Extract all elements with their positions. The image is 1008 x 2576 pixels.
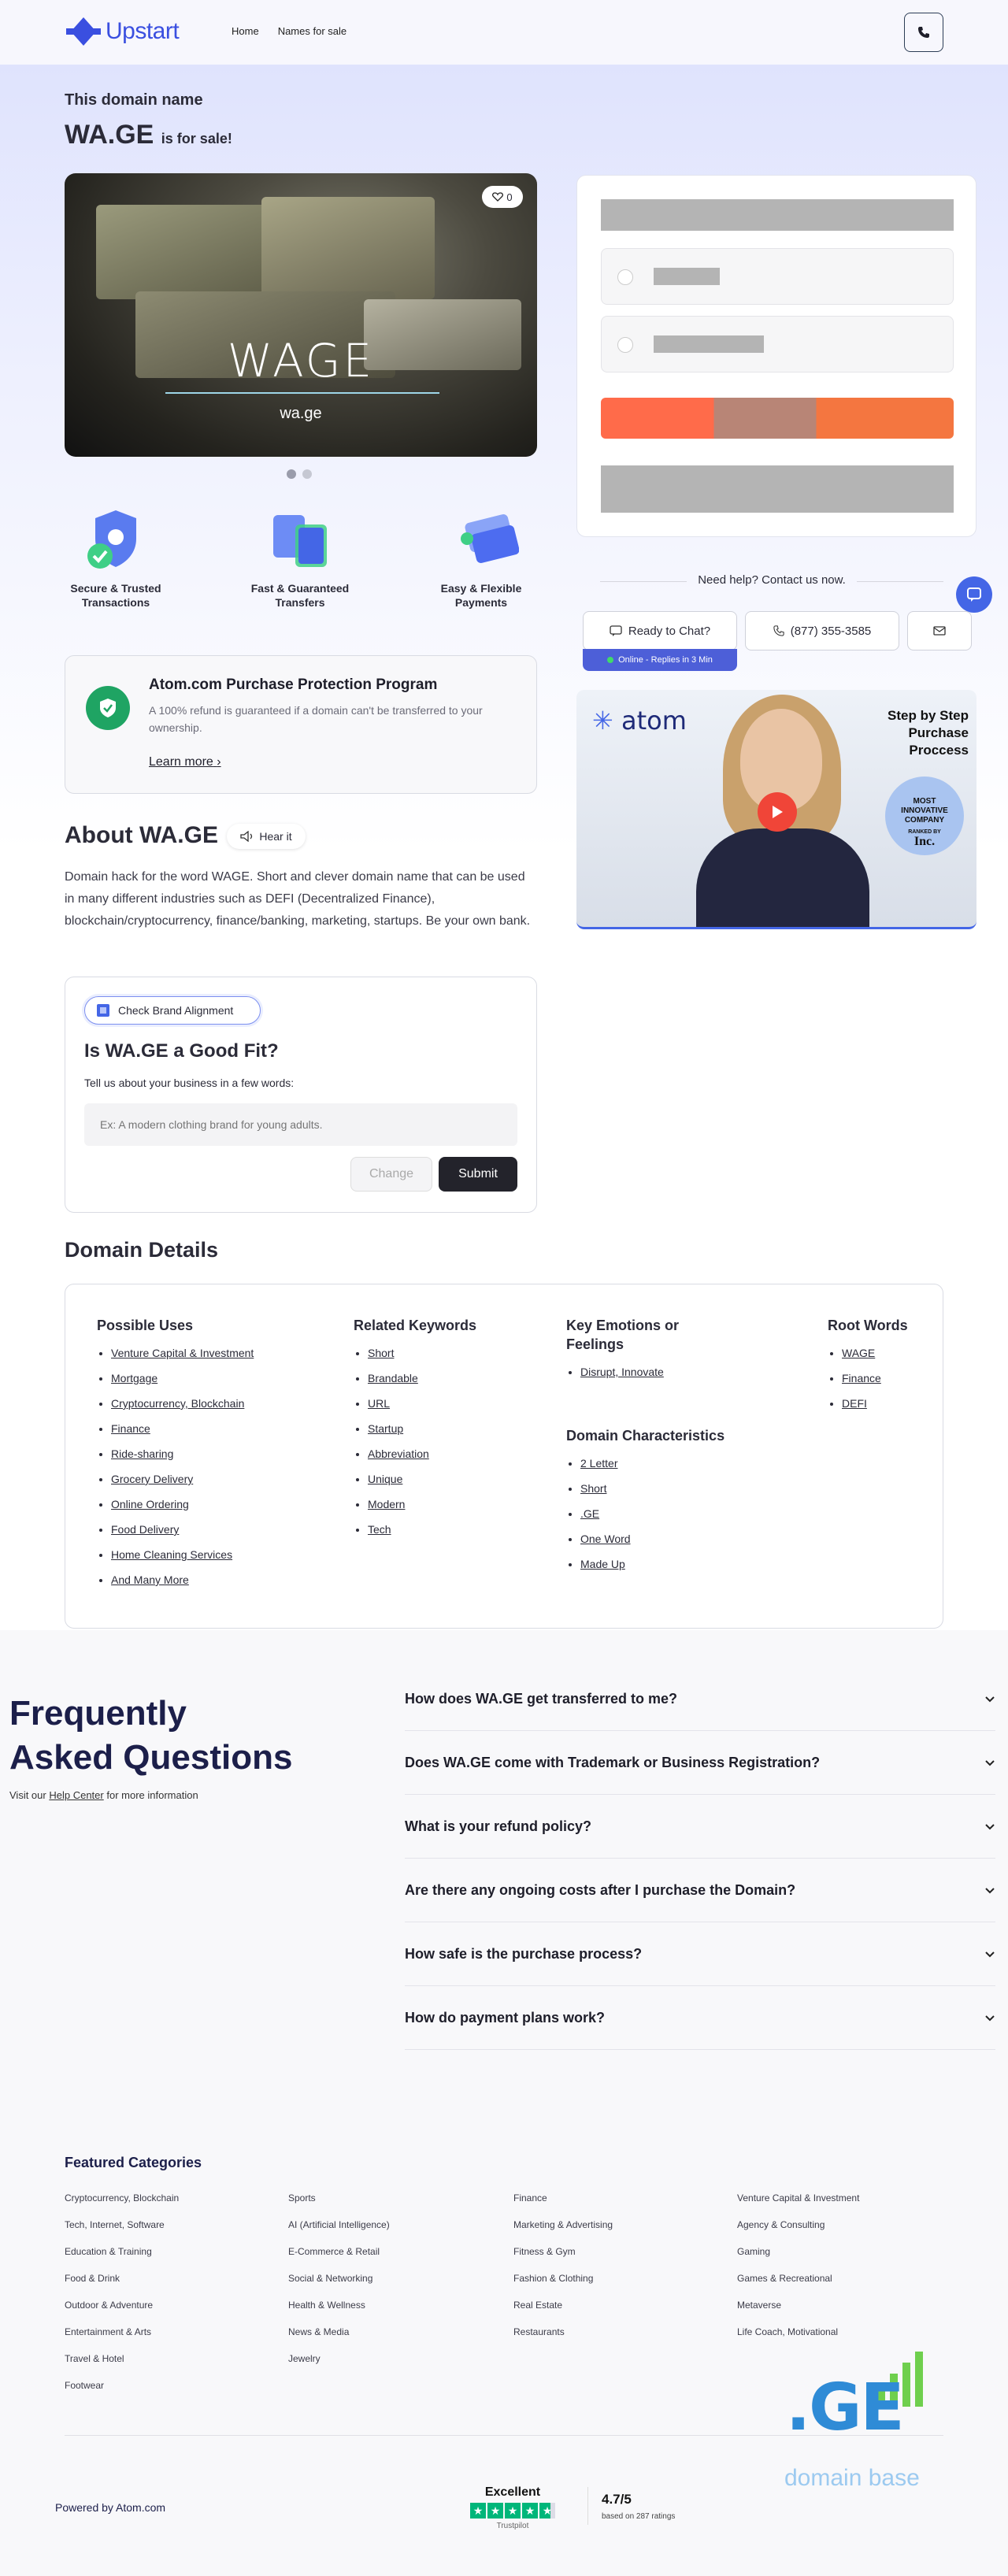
use-link[interactable]: Food Delivery [111,1523,180,1536]
image-divider [165,392,439,394]
money-stack [96,205,277,299]
use-link[interactable]: Mortgage [111,1372,158,1384]
faq-item[interactable] [405,1732,995,1795]
root-word-link[interactable]: Finance [842,1372,881,1384]
radio-button[interactable] [617,269,633,285]
category-link[interactable]: Marketing & Advertising [513,2219,613,2230]
check-brand-alignment-button[interactable] [84,996,261,1025]
faq-question: What is your refund policy? [405,1818,592,1834]
domain-details-card [65,1284,943,1629]
change-button[interactable]: Change [350,1157,432,1192]
faq-question: How do payment plans work? [405,2010,606,2026]
email-button[interactable] [907,611,972,650]
keyword-link[interactable]: URL [368,1397,391,1410]
brand-alignment-label: Check Brand Alignment [118,1004,234,1017]
feature-label: Secure & Trusted Transactions [70,582,161,609]
chat-label: Ready to Chat? [628,624,711,638]
chevron-down-icon [984,1946,995,1963]
list-item[interactable] [368,1346,543,1360]
phone-number-button[interactable] [745,611,899,650]
list-item[interactable] [111,1346,325,1360]
site-header [0,0,1008,65]
atom-logo [592,706,687,736]
star-icon: ★ [487,2503,503,2519]
trustpilot-widget[interactable] [469,2485,556,2530]
heart-icon [492,192,503,202]
category-link[interactable]: Social & Networking [288,2273,373,2284]
transfer-icon [262,507,338,575]
category-link[interactable]: Agency & Consulting [737,2219,825,2230]
submit-button[interactable]: Submit [439,1157,517,1192]
featured-categories-title: Featured Categories [65,2155,202,2170]
star-icon: ★ [505,2503,521,2519]
category-link[interactable]: Real Estate [513,2300,563,2311]
category-link[interactable]: Restaurants [513,2326,565,2337]
use-link[interactable]: Home Cleaning Services [111,1548,233,1561]
list-item[interactable] [368,1522,543,1536]
category-link[interactable]: Finance [513,2192,547,2203]
play-icon [770,804,784,820]
category-link[interactable]: Jewelry [288,2353,321,2364]
main-nav [232,25,346,37]
option-placeholder [654,268,720,285]
carousel-dots [287,469,312,479]
radio-button[interactable] [617,337,633,353]
purchase-card-skeleton [576,175,976,537]
rating-summary [602,2492,675,2521]
list-item[interactable] [580,1365,724,1379]
ge-logo-text: .GE [786,2370,903,2445]
possible-uses [97,1316,325,1598]
chevron-down-icon [984,1755,995,1771]
brand-alignment-icon [96,1003,110,1017]
phone-icon [773,625,784,636]
related-keywords-title: Related Keywords [354,1318,477,1333]
carousel-dot[interactable] [287,469,296,479]
list-item[interactable] [580,1507,771,1521]
purchase-video[interactable] [576,690,976,929]
use-link[interactable]: Cryptocurrency, Blockchain [111,1397,245,1410]
phone-number: (877) 355-3585 [790,624,872,638]
online-text: Online - Replies in 3 Min [618,655,713,665]
powered-by[interactable]: Powered by Atom.com [55,2501,166,2514]
protection-title: Atom.com Purchase Protection Program [149,676,438,693]
category-link[interactable]: Tech, Internet, Software [65,2219,165,2230]
category-link[interactable]: Sports [288,2192,316,2203]
trustpilot-name: Trustpilot [496,2522,529,2530]
list-item[interactable] [842,1346,930,1360]
domain-characteristics [566,1426,771,1582]
list-item[interactable] [368,1472,543,1486]
feature-label: Easy & Flexible Payments [440,582,522,609]
characteristic-link[interactable]: Short [580,1482,607,1495]
category-link[interactable]: Cryptocurrency, Blockchain [65,2192,180,2203]
faq-item[interactable] [405,1859,995,1922]
related-keywords-list [354,1346,543,1536]
online-dot [607,657,613,663]
category-link[interactable]: Games & Recreational [737,2273,832,2284]
business-description-input[interactable] [84,1103,517,1146]
use-link[interactable]: Grocery Delivery [111,1473,194,1485]
root-word-link[interactable]: WAGE [842,1347,876,1359]
list-item[interactable] [368,1447,543,1461]
faq-item[interactable] [405,1987,995,2050]
list-item[interactable] [580,1557,771,1571]
brand-fit-card [65,977,537,1213]
image-word: WAGE [227,334,375,387]
chat-icon [610,625,622,636]
badge-line: COMPANY [904,816,945,825]
characteristic-link[interactable]: One Word [580,1533,631,1545]
inc-award-badge [885,777,964,855]
root-words [828,1316,930,1421]
faq-question: How does WA.GE get transferred to me? [405,1691,678,1707]
category-link[interactable]: Travel & Hotel [65,2353,124,2364]
keyword-link[interactable]: Unique [368,1473,403,1485]
keyword-link[interactable]: Modern [368,1498,406,1510]
carousel-dot[interactable] [302,469,312,479]
root-words-title: Root Words [828,1318,908,1333]
upstart-logo[interactable] [66,16,179,47]
credit-card-icon [443,507,519,575]
category-link[interactable]: Gaming [737,2246,771,2257]
chevron-down-icon [984,1882,995,1899]
related-keywords [354,1316,543,1547]
rating-value: 4.7/5 [602,2492,632,2507]
characteristic-link[interactable]: Made Up [580,1558,625,1570]
nav-names-for-sale[interactable]: Names for sale [277,25,347,37]
shield-icon [86,686,130,730]
list-item[interactable] [111,1573,325,1587]
hero-eyebrow: This domain name [65,91,203,109]
purchase-option[interactable] [601,316,954,373]
chat-icon [966,587,982,602]
price-placeholder [601,199,954,231]
category-link[interactable]: Entertainment & Arts [65,2326,152,2337]
chevron-down-icon [984,1691,995,1707]
keyword-link[interactable]: Brandable [368,1372,418,1384]
for-sale-text: is for sale! [161,131,232,146]
list-item[interactable] [580,1456,771,1470]
about-title: About WA.GE [65,822,218,848]
chevron-right-icon: › [217,755,221,769]
category-link[interactable]: Outdoor & Adventure [65,2300,154,2311]
like-count: 0 [506,191,513,203]
list-item[interactable] [111,1472,325,1486]
keyword-link[interactable]: Startup [368,1422,404,1435]
category-link[interactable]: Food & Drink [65,2273,120,2284]
characteristic-link[interactable]: .GE [580,1507,600,1520]
category-link[interactable]: Fitness & Gym [513,2246,576,2257]
category-link[interactable]: Life Coach, Motivational [737,2326,839,2337]
online-status [583,649,737,671]
key-emotions [566,1316,724,1390]
about-text: Domain hack for the word WAGE. Short and clever domain name that can be used in many different industries such as DEFI (Decentralized Finance), blockchain/cryptocurrency, finance/banking, marketing, startups. Be your own bank. [65,870,531,928]
fit-title: Is WA.GE a Good Fit? [84,1040,279,1062]
faq-item[interactable] [405,1796,995,1859]
domain-characteristics-list [566,1456,771,1571]
badge-line: MOST [913,797,936,806]
category-link[interactable]: Fashion & Clothing [513,2273,594,2284]
use-link[interactable]: Online Ordering [111,1498,189,1510]
list-item[interactable] [368,1421,543,1436]
trustpilot-label: Excellent [484,2485,541,2499]
money-stack [261,197,435,299]
faq-item[interactable] [405,1668,995,1731]
list-item[interactable] [111,1371,325,1385]
category-link[interactable]: Health & Wellness [288,2300,365,2311]
list-item[interactable] [368,1497,543,1511]
list-item[interactable] [368,1396,543,1410]
list-item[interactable] [368,1371,543,1385]
shield-check-icon [78,507,154,575]
atom-brand: atom [621,706,687,736]
feature-payments [422,507,540,610]
image-domain: wa.ge [280,405,322,422]
video-caption: Step by Step Purchase Proccess [888,708,969,758]
key-emotions-list [566,1365,724,1379]
badge-line: INNOVATIVE [901,806,948,815]
possible-uses-list [97,1346,325,1587]
upstart-logo-icon [66,16,101,47]
star-icon: ★ [522,2503,538,2519]
keyword-link[interactable]: Short [368,1347,395,1359]
category-link[interactable]: Footwear [65,2380,105,2391]
root-word-link[interactable]: DEFI [842,1397,867,1410]
learn-more-label: Learn more [149,755,213,769]
list-item[interactable] [111,1522,325,1536]
chat-bubble-button[interactable] [956,576,992,613]
list-item[interactable] [842,1396,930,1410]
faq-title-line: Asked Questions [9,1738,293,1777]
feature-transfer [241,507,359,610]
learn-more-link[interactable] [149,755,221,769]
secondary-placeholder [601,465,954,513]
faq-question: Are there any ongoing costs after I purchase the Domain? [405,1882,796,1898]
faq-item[interactable] [405,1923,995,1986]
root-words-list [828,1346,930,1410]
key-emotions-title: Key Emotions or Feelings [566,1318,680,1352]
list-item[interactable] [842,1371,930,1385]
option-placeholder [654,335,764,353]
category-link[interactable]: Metaverse [737,2300,782,2311]
domain-details-title: Domain Details [65,1238,219,1262]
hero-title [65,120,232,150]
divider [587,2487,588,2525]
ready-to-chat-button[interactable] [583,611,737,650]
hear-it-button[interactable] [227,824,306,849]
like-button[interactable] [482,186,523,208]
brand-name: Upstart [106,18,180,44]
use-link[interactable]: Venture Capital & Investment [111,1347,254,1359]
speaker-icon [240,831,254,842]
help-center-link[interactable]: Help Center [49,1789,104,1801]
feature-secure [57,507,175,610]
category-link[interactable]: Venture Capital & Investment [737,2192,860,2203]
category-link[interactable]: AI (Artificial Intelligence) [288,2219,390,2230]
use-link[interactable]: Finance [111,1422,150,1435]
list-item[interactable] [580,1532,771,1546]
phone-button[interactable] [904,13,943,52]
list-item[interactable] [111,1547,325,1562]
faq-sub-pre: Visit our [9,1789,46,1801]
keyword-link[interactable]: Abbreviation [368,1447,429,1460]
domain-characteristics-title: Domain Characteristics [566,1428,725,1444]
faq-subtitle [9,1789,198,1801]
trustpilot-stars [469,2503,556,2519]
category-link[interactable]: Education & Training [65,2246,152,2257]
characteristic-link[interactable]: 2 Letter [580,1457,618,1470]
protection-text: A 100% refund is guaranteed if a domain can't be transferred to your ownership. [149,704,483,734]
buy-button-placeholder[interactable] [601,398,954,439]
faq-question: How safe is the purchase process? [405,1946,643,1962]
chevron-down-icon [984,1818,995,1835]
star-icon: ★ [470,2503,486,2519]
category-link[interactable]: News & Media [288,2326,350,2337]
mail-icon [933,625,946,636]
rating-count: based on 287 ratings [602,2512,676,2521]
play-button[interactable] [758,792,797,832]
hear-it-label: Hear it [259,830,292,843]
purchase-option[interactable] [601,248,954,305]
faq-title-line: Frequently [9,1694,187,1733]
faq-sub-post: for more information [106,1789,198,1801]
emotion-link[interactable]: Disrupt, Innovate [580,1366,664,1378]
list-item[interactable] [111,1497,325,1511]
category-link[interactable]: E-Commerce & Retail [288,2246,380,2257]
faq-title [9,1692,292,1780]
keyword-link[interactable]: Tech [368,1523,391,1536]
use-link[interactable]: And Many More [111,1573,189,1586]
presenter-body [696,828,869,929]
nav-home[interactable]: Home [232,25,259,37]
star-icon: ★ [539,2503,555,2519]
chevron-down-icon [984,2010,995,2026]
protection-card [65,655,537,794]
possible-uses-title: Possible Uses [97,1318,194,1333]
feature-label: Fast & Guaranteed Transfers [250,582,350,609]
badge-brand: Inc. [914,835,936,848]
ge-logo-sub: domain base [784,2465,920,2491]
fit-label: Tell us about your business in a few words: [84,1077,295,1089]
faq-question: Does WA.GE come with Trademark or Business Registration? [405,1755,821,1770]
help-text: Need help? Contact us now. [698,573,846,587]
atom-star-icon: ✳ [592,706,613,736]
list-item[interactable] [111,1447,325,1461]
list-item[interactable] [580,1481,771,1496]
use-link[interactable]: Ride-sharing [111,1447,174,1460]
list-item[interactable] [111,1421,325,1436]
phone-icon [917,26,930,39]
badge-ranked-by: RANKED BY [908,829,941,835]
list-item[interactable] [111,1396,325,1410]
domain-name: WA.GE [65,120,154,150]
